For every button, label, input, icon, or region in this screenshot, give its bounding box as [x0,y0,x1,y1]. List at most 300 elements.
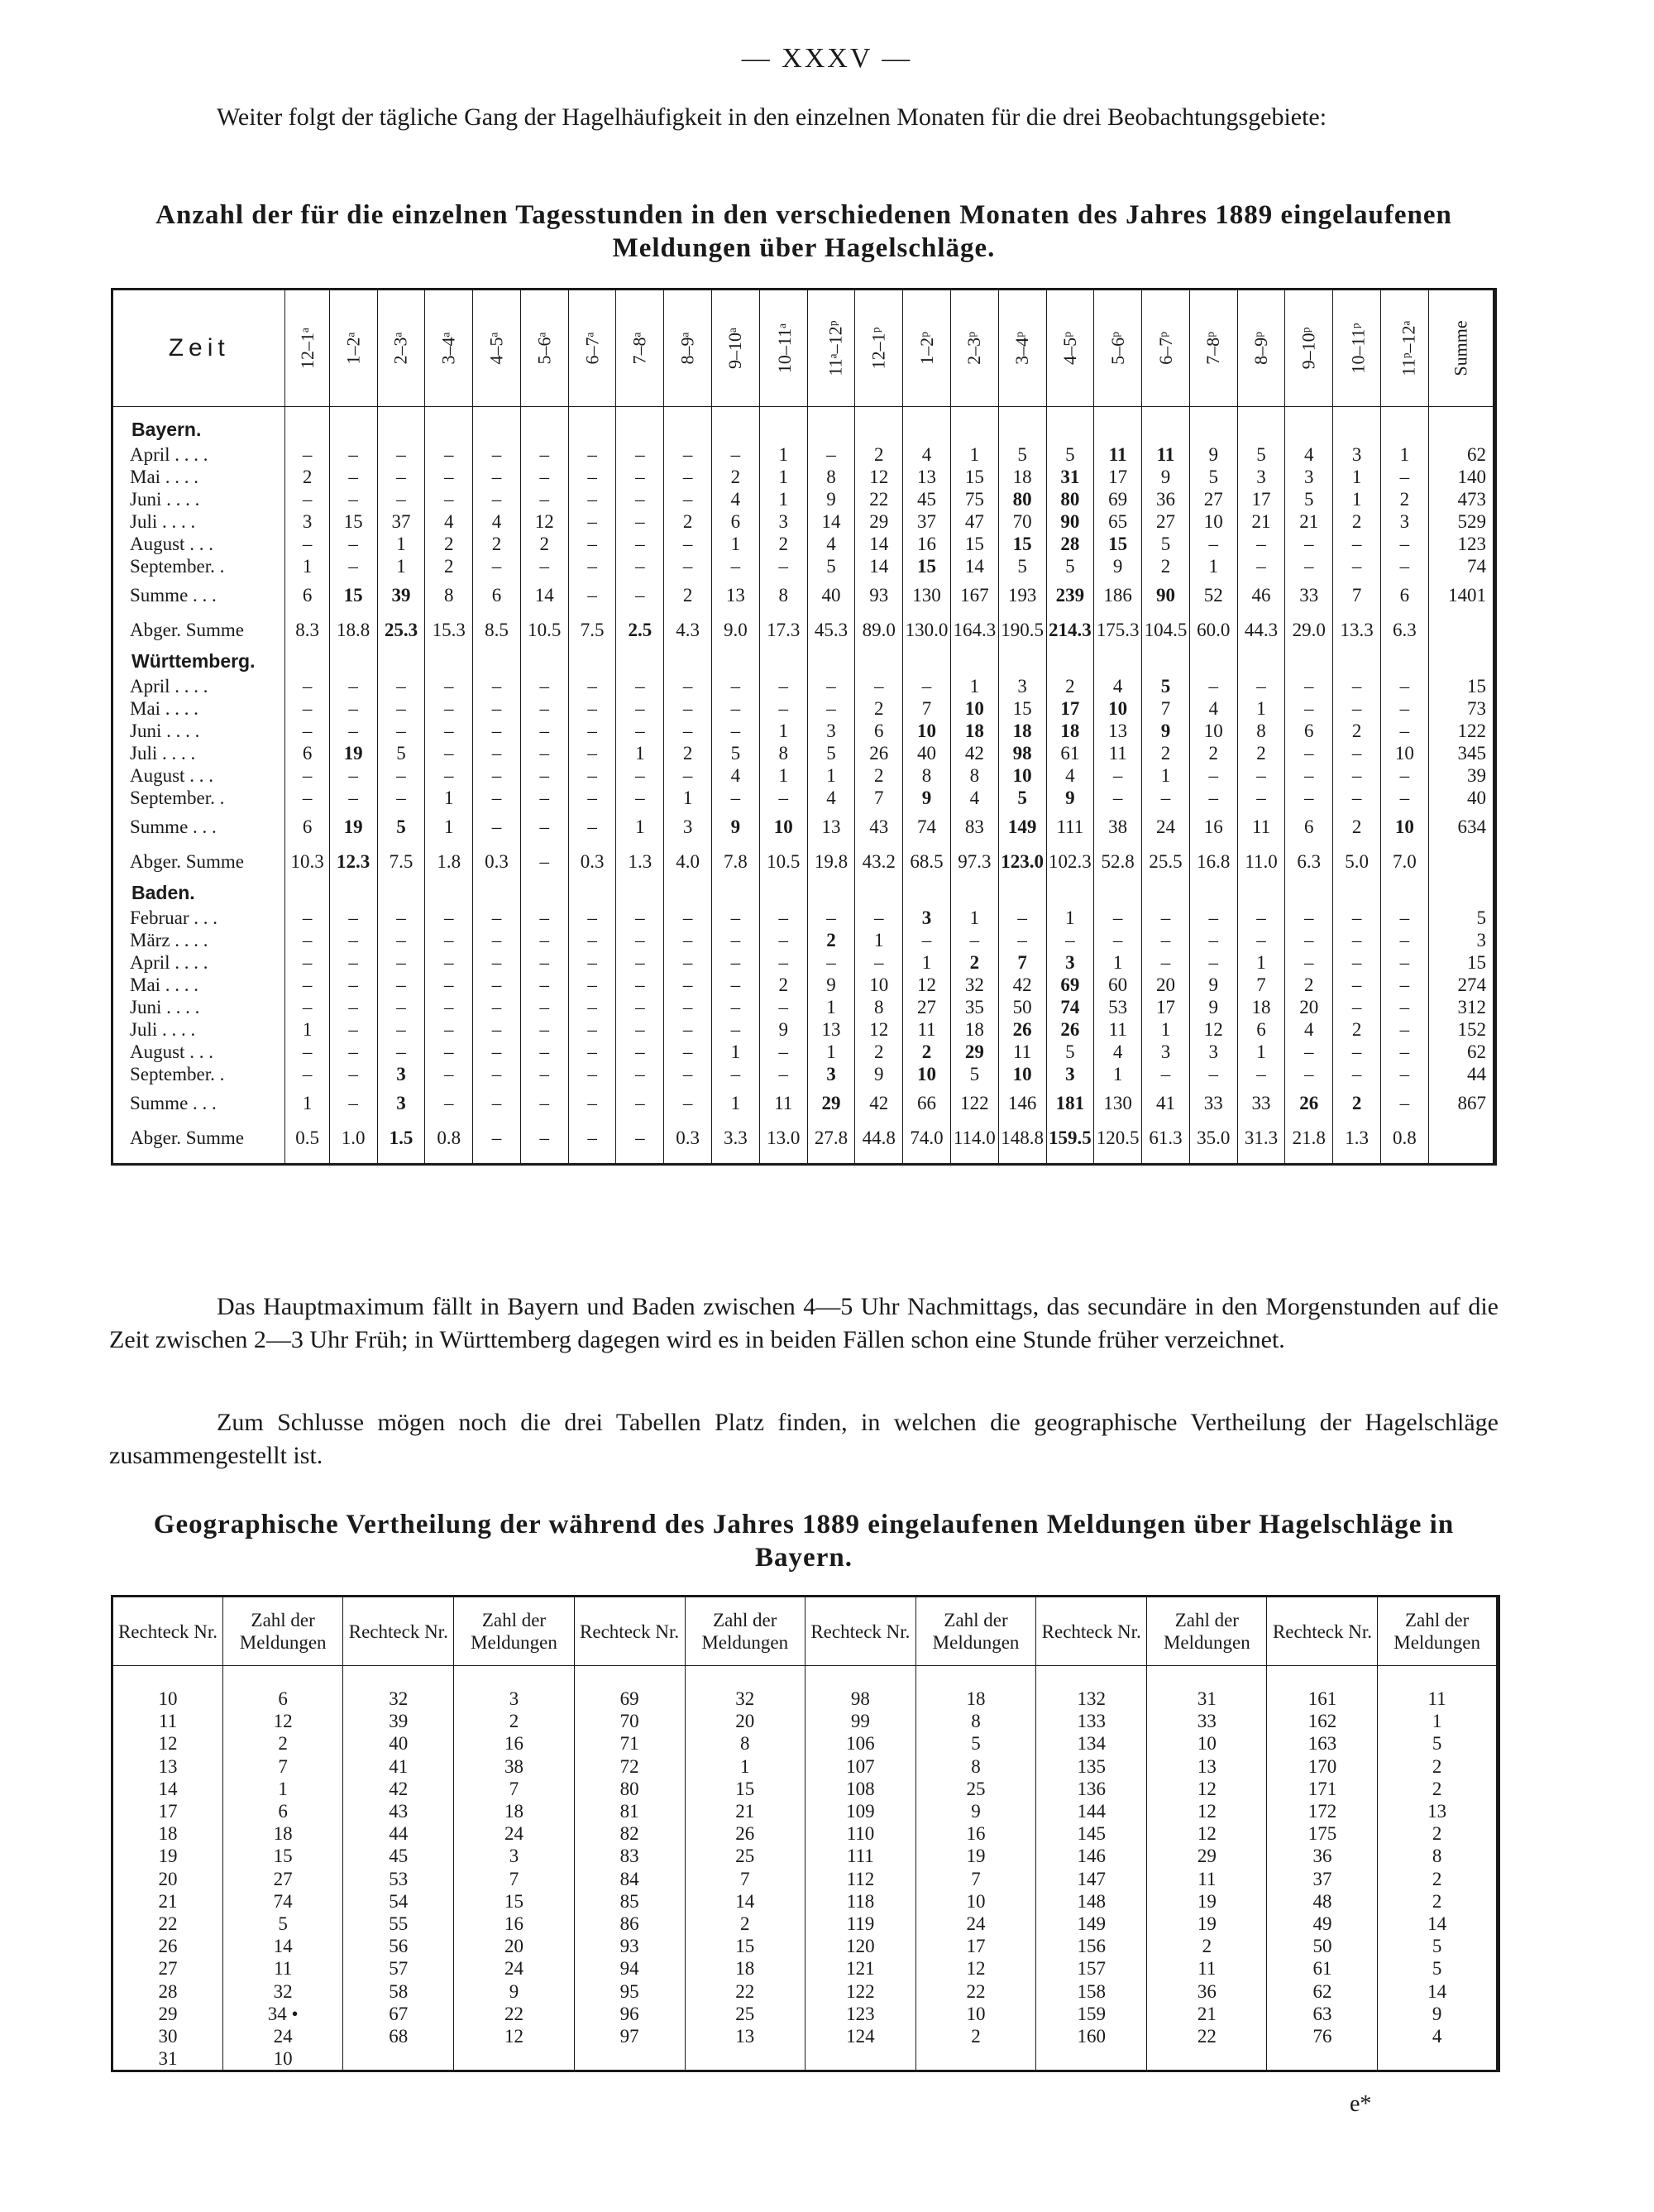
data-cell: – [664,555,712,577]
row-sum: 15 [1428,951,1494,974]
blank-cell [285,647,329,675]
data-cell: 1 [285,1085,329,1120]
blank-cell [1380,415,1428,443]
blank-cell [520,879,568,907]
rechteck-nr-cell: 61 [1267,1957,1378,1980]
data-cell: 32 [950,974,998,996]
data-cell: 2 [1142,742,1190,764]
data-cell: – [520,1018,568,1041]
rechteck-nr-cell: 98 [805,1688,915,1710]
data-cell: 16 [903,533,951,555]
data-cell: 149 [998,809,1046,844]
data-cell: 10.5 [759,844,807,879]
data-cell: – [664,697,712,720]
row-sum: 122 [1428,720,1494,742]
data-cell: 13.0 [759,1120,807,1155]
data-cell: – [1094,787,1142,809]
data-cell: 1 [616,809,664,844]
data-cell: 3 [664,809,712,844]
blank-cell [1285,1155,1333,1165]
data-cell: 11 [998,1041,1046,1063]
data-cell: 2 [855,697,903,720]
data-cell: 90 [1142,577,1190,612]
hour-header-label: 9–10ᵃ [724,327,746,370]
data-cell: 2 [473,533,521,555]
data-cell: 2 [1333,809,1381,844]
rechteck-nr-cell: 62 [1267,1980,1378,2003]
data-cell: 18 [950,1018,998,1041]
hour-header [473,290,521,407]
data-cell: 2 [664,577,712,612]
table-row [112,1688,1499,1710]
data-cell: – [1333,974,1381,996]
blank-cell [1189,407,1237,416]
meldungen-count-cell: 38 [454,1755,574,1778]
data-cell: – [712,720,760,742]
data-cell: 12.3 [329,844,377,879]
data-cell: – [1142,787,1190,809]
table-row [112,533,1495,555]
meldungen-count-cell: 7 [223,1755,343,1778]
blank-cell [664,879,712,907]
row-label: Abger. Summe [112,1120,285,1155]
row-sum: 529 [1428,510,1494,533]
meldungen-count-cell: 25 [685,2003,805,2025]
data-cell: – [520,555,568,577]
data-cell: 1 [1380,443,1428,466]
data-cell: – [377,764,425,787]
data-cell: 114.0 [950,1120,998,1155]
section-heading: Baden. [112,879,285,907]
rechteck-nr-cell: 22 [112,1913,223,1935]
data-cell: 98 [998,742,1046,764]
data-cell: – [1333,675,1381,697]
meldungen-count-cell: 7 [454,1778,574,1800]
data-cell: 35.0 [1189,1120,1237,1155]
row-label: Juni . . . . [112,720,285,742]
data-cell: – [664,533,712,555]
row-sum: 140 [1428,466,1494,488]
data-cell: – [377,1018,425,1041]
data-cell: – [520,844,568,879]
rechteck-nr-cell: 41 [343,1755,454,1778]
meldungen-count-cell [685,2047,805,2071]
data-cell: – [473,466,521,488]
meldungen-count-cell: 18 [915,1688,1035,1710]
data-cell: 9 [1094,555,1142,577]
data-cell: 146 [998,1085,1046,1120]
blank-cell [712,647,760,675]
data-cell: – [1189,533,1237,555]
data-cell: 8 [759,577,807,612]
table-row [112,1732,1499,1755]
blank-cell [1380,647,1428,675]
data-cell: – [520,742,568,764]
meldungen-count-cell: 24 [915,1913,1035,1935]
data-cell: 190.5 [998,612,1046,647]
data-cell: 69 [1046,974,1094,996]
row-label: Summe . . . [112,1085,285,1120]
meldungen-count-cell: 12 [1147,1778,1267,1800]
blank-cell [1046,879,1094,907]
meldungen-count-cell: 24 [454,1957,574,1980]
hour-header [1189,290,1237,407]
meldungen-count-cell: 19 [1147,1890,1267,1913]
hour-header [377,290,425,407]
data-cell: – [473,1063,521,1085]
data-cell: – [1285,1041,1333,1063]
section-heading-row [112,879,1495,907]
data-cell: 66 [903,1085,951,1120]
hour-header [1333,290,1381,407]
data-cell: 13 [903,466,951,488]
data-cell: – [1046,929,1094,951]
blank-cell [712,879,760,907]
row-sum [1428,612,1494,647]
data-cell: 5 [1189,466,1237,488]
blank-cell [1378,1666,1498,1688]
data-cell: – [1285,555,1333,577]
blank-cell [568,647,616,675]
hour-header [1046,290,1094,407]
rechteck-nr-cell: 50 [1267,1935,1378,1957]
data-cell: – [329,929,377,951]
data-cell: 17 [1046,697,1094,720]
data-cell: 2 [759,974,807,996]
meldungen-count-cell: 22 [454,2003,574,2025]
blank-cell [112,407,285,416]
data-cell: 65 [1094,510,1142,533]
data-cell: 10.3 [285,844,329,879]
data-cell: 8 [425,577,473,612]
data-cell: – [807,907,855,929]
meldungen-count-cell: 11 [1147,1868,1267,1890]
meldungen-count-cell: 2 [915,2025,1035,2047]
row-sum: 152 [1428,1018,1494,1041]
hour-header-label: 5–6ᵃ [533,332,555,365]
table-row [112,1913,1499,1935]
data-cell: 5 [1046,1041,1094,1063]
table-row [112,2047,1499,2071]
blank-cell [377,647,425,675]
row-sum: 312 [1428,996,1494,1018]
data-cell: – [285,929,329,951]
data-cell: 18 [1046,720,1094,742]
data-cell: – [329,1085,377,1120]
blank-cell [520,415,568,443]
data-cell: – [520,1085,568,1120]
data-cell: – [520,787,568,809]
data-cell: 45 [903,488,951,510]
hour-header [520,290,568,407]
data-cell: 5 [1142,533,1190,555]
data-cell: – [712,974,760,996]
data-cell: 2 [1333,720,1381,742]
data-cell: 11 [1094,1018,1142,1041]
data-cell: 1.5 [377,1120,425,1155]
data-cell: 8 [1237,720,1285,742]
rechteck-nr-cell: 56 [343,1935,454,1957]
data-cell: 4 [1094,675,1142,697]
data-cell: – [425,1018,473,1041]
data-cell: – [568,1063,616,1085]
data-cell: – [329,697,377,720]
data-cell: 14 [855,533,903,555]
data-cell: – [855,907,903,929]
data-cell: – [329,533,377,555]
hour-header-label: 7–8ᵃ [629,332,650,365]
blank-cell [664,415,712,443]
data-cell: – [377,787,425,809]
data-cell: 8.3 [285,612,329,647]
blank-cell [1142,879,1190,907]
hour-header [568,290,616,407]
data-cell: – [664,720,712,742]
data-cell: 4 [712,764,760,787]
blank-cell [1094,1155,1142,1165]
hour-header [1237,290,1285,407]
meldungen-count-cell: 14 [1378,1913,1498,1935]
data-cell: 5 [1142,675,1190,697]
data-cell: 6 [855,720,903,742]
data-cell: 1 [1237,697,1285,720]
meldungen-count-cell: 14 [223,1935,343,1957]
data-cell: – [1285,787,1333,809]
rechteck-nr-cell: 68 [343,2025,454,2047]
data-cell: 1 [759,443,807,466]
data-cell: – [568,1018,616,1041]
data-cell: 1 [759,466,807,488]
data-cell: – [1380,675,1428,697]
blank-cell [1285,407,1333,416]
blank-cell [1189,879,1237,907]
data-cell: 15 [998,533,1046,555]
meldungen-count-cell: 24 [454,1822,574,1845]
data-cell: – [568,1120,616,1155]
row-label: Juni . . . . [112,996,285,1018]
meldungen-count-cell: 7 [915,1868,1035,1890]
data-cell: 9 [1189,443,1237,466]
blank-cell [998,1155,1046,1165]
meldungen-count-cell: 15 [685,1778,805,1800]
meldungen-count-cell: 5 [1378,1732,1498,1755]
blank-cell [1333,1155,1381,1165]
rechteck-nr-cell: 70 [574,1710,685,1732]
rechteck-nr-cell [1036,2047,1147,2071]
data-cell: 6 [712,510,760,533]
row-sum: 473 [1428,488,1494,510]
data-cell: 20 [1285,996,1333,1018]
data-cell: 6 [285,809,329,844]
data-cell: 2 [520,533,568,555]
blank-cell [616,879,664,907]
data-cell: 4 [1285,1018,1333,1041]
blank-cell [998,415,1046,443]
data-cell: – [664,1018,712,1041]
table-row [112,1041,1495,1063]
abger-summe-row [112,612,1495,647]
data-cell: 89.0 [855,612,903,647]
blank-cell [998,879,1046,907]
row-sum: 62 [1428,443,1494,466]
blank-cell [329,647,377,675]
hour-header [664,290,712,407]
rechteck-nr-cell: 80 [574,1778,685,1800]
data-cell: 26 [1285,1085,1333,1120]
data-cell: – [1094,907,1142,929]
data-cell: 10 [1189,510,1237,533]
data-cell: 6 [285,742,329,764]
table-row [112,466,1495,488]
rechteck-nr-cell: 99 [805,1710,915,1732]
data-cell: – [664,907,712,929]
data-cell: 1 [950,443,998,466]
table-row [112,675,1495,697]
data-cell: 6.3 [1380,612,1428,647]
data-cell: 10 [1189,720,1237,742]
data-cell: 80 [1046,488,1094,510]
data-cell: 6 [473,577,521,612]
meldungen-count-cell: 10 [1147,1732,1267,1755]
blank-cell [473,1155,521,1165]
data-cell: 11 [759,1085,807,1120]
data-cell: 13.3 [1333,612,1381,647]
meldungen-count-cell: 25 [915,1778,1035,1800]
meldungen-count-cell: 5 [915,1732,1035,1755]
blank-cell [950,1155,998,1165]
rechteck-nr-header: Rechteck Nr. [805,1597,915,1666]
data-cell: 11 [903,1018,951,1041]
data-cell: – [1380,1085,1428,1120]
data-cell: 8 [950,764,998,787]
data-cell: 4.3 [664,612,712,647]
data-cell: – [1380,1063,1428,1085]
meldungen-count-cell: 74 [223,1890,343,1913]
data-cell: 2 [1333,1018,1381,1041]
rechteck-nr-cell: 37 [1267,1868,1378,1890]
data-cell: 0.3 [568,844,616,879]
data-cell: 10 [759,809,807,844]
hour-header [1285,290,1333,407]
data-cell: – [329,1041,377,1063]
data-cell: – [568,974,616,996]
data-cell: 39 [377,577,425,612]
data-cell: – [616,1085,664,1120]
rechteck-nr-cell: 170 [1267,1755,1378,1778]
data-cell: – [520,1041,568,1063]
data-cell: 19.8 [807,844,855,879]
data-cell: 13 [1094,720,1142,742]
section-heading-row [112,415,1495,443]
data-cell: – [1189,951,1237,974]
table2-title: Geographische Vertheilung der während des Jahres 1889 eingelaufenen Meldungen über Hagelschläge in Bayern. [153,1510,1455,1573]
blank-cell [377,407,425,416]
meldungen-count-cell: 21 [1147,2003,1267,2025]
data-cell: – [1333,764,1381,787]
data-cell: 2.5 [616,612,664,647]
data-cell: – [473,787,521,809]
rechteck-nr-header: Rechteck Nr. [574,1597,685,1666]
table-row [112,555,1495,577]
table1-header-row [112,290,1495,407]
section-heading: Bayern. [112,415,285,443]
blank-cell [1285,647,1333,675]
data-cell: 45.3 [807,612,855,647]
data-cell: 19 [329,809,377,844]
hour-header [425,290,473,407]
maximum-paragraph: Das Hauptmaximum fällt in Bayern und Baden zwischen 4—5 Uhr Nachmittags, das secundäre in den Morgenstunden auf die Zeit zwischen 2—3 Uhr Früh; in Württemberg dagegen wird es in beiden Fällen schon eine Stunde früher verzeichnet. [109,1293,1499,1353]
rechteck-nr-cell: 29 [112,2003,223,2025]
blank-cell [520,647,568,675]
blank-cell [1237,1155,1285,1165]
data-cell: 29 [855,510,903,533]
rechteck-nr-cell: 109 [805,1800,915,1822]
data-cell: 2 [664,510,712,533]
data-cell: – [329,764,377,787]
meldungen-count-cell: 4 [1378,2025,1498,2047]
table-row [112,720,1495,742]
summe-header-label: Summe [1450,320,1471,376]
data-cell: – [520,697,568,720]
rechteck-nr-cell: 94 [574,1957,685,1980]
data-cell: 21 [1237,510,1285,533]
data-cell: – [568,787,616,809]
data-cell: – [473,1018,521,1041]
data-cell: 214.3 [1046,612,1094,647]
data-cell: – [759,1063,807,1085]
data-cell: 21.8 [1285,1120,1333,1155]
meldungen-count-cell: 20 [685,1710,805,1732]
blank-cell [1428,407,1494,416]
data-cell: 1 [712,533,760,555]
data-cell: 1 [377,555,425,577]
data-cell: – [520,1063,568,1085]
data-cell: 9 [759,1018,807,1041]
blank-cell [1142,407,1190,416]
data-cell: 8 [759,742,807,764]
rechteck-nr-cell [574,2047,685,2071]
rechteck-nr-cell: 159 [1036,2003,1147,2025]
data-cell: 3 [1189,1041,1237,1063]
blank-cell [712,415,760,443]
data-cell: – [329,675,377,697]
data-cell: 4 [473,510,521,533]
data-cell: – [950,929,998,951]
data-cell: 1 [285,555,329,577]
data-cell: – [329,907,377,929]
data-cell: – [1380,787,1428,809]
data-cell: – [1333,907,1381,929]
data-cell: 11 [1142,443,1190,466]
data-cell: – [568,720,616,742]
data-cell: – [1333,742,1381,764]
blank-cell [1142,647,1190,675]
closing-paragraph: Zum Schlusse mögen noch die drei Tabellen Platz finden, in welchen die geographische Vertheilung der Hagelschläge zusammengestellt ist. [109,1409,1499,1469]
blank-cell [568,407,616,416]
table-row [112,2025,1499,2047]
data-cell: 15 [329,510,377,533]
data-cell: 193 [998,577,1046,612]
blank-cell [664,647,712,675]
data-cell: – [1333,555,1381,577]
data-cell: 15 [329,577,377,612]
data-cell: 1 [903,951,951,974]
rechteck-nr-cell: 45 [343,1845,454,1867]
data-cell: 12 [1189,1018,1237,1041]
data-cell: – [616,510,664,533]
data-cell: – [1380,907,1428,929]
data-cell: 11 [1237,809,1285,844]
